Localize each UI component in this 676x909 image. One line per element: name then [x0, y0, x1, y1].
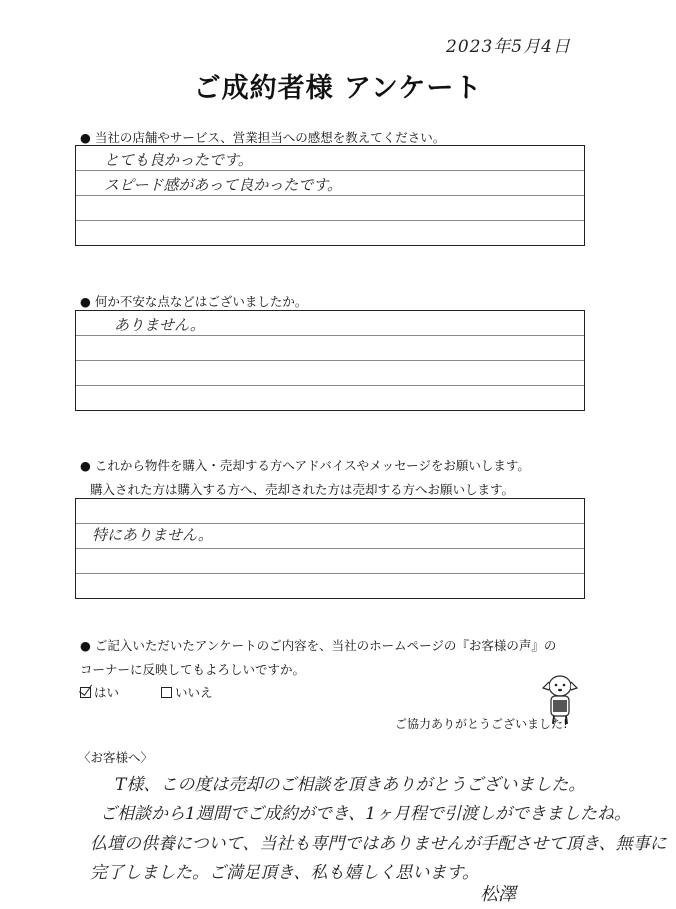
checkbox-checked-icon[interactable]	[80, 687, 91, 698]
answer-1-line-1: とても良かったです。	[104, 151, 253, 169]
bullet-icon: ●	[80, 294, 91, 309]
bullet-icon: ●	[80, 458, 91, 473]
consent-no[interactable]	[161, 683, 213, 701]
bullet-icon: ●	[80, 130, 91, 145]
answer-2-line-1: ありません。	[114, 316, 205, 334]
consent-no-label: いいえ	[175, 685, 213, 700]
answer-box-2[interactable]	[75, 310, 585, 411]
consent-yes[interactable]	[80, 683, 119, 701]
reply-line-3: 仏壇の供養について、当社も専門ではありませんが手配させて頂き、無事に	[90, 834, 667, 854]
question-3	[80, 456, 530, 474]
page-title: ご成約者様 アンケート	[193, 73, 483, 104]
checkbox-empty-icon[interactable]	[161, 687, 172, 698]
reply-line-4: 完了しました。ご満足頂き、私も嬉しく思います。	[90, 863, 479, 883]
question-4-text: ご記入いただいたアンケートのご内容を、当社のホームページの『お客様の声』の	[94, 638, 557, 653]
reply-line-1: T様、この度は売却のご相談を頂きありがとうございました。	[115, 775, 586, 795]
question-3-text: これから物件を購入・売却する方へアドバイスやメッセージをお願いします。	[94, 458, 530, 473]
reply-heading: 〈お客様へ〉	[78, 750, 154, 765]
consent-yes-label: はい	[94, 685, 120, 700]
signature: 松澤	[480, 884, 516, 905]
question-2-text: 何か不安な点などはございましたか。	[94, 294, 308, 309]
answer-3-line-1: 特にありません。	[92, 526, 213, 544]
question-3-subtext: 購入された方は購入する方へ、売却された方は売却する方へお願いします。	[90, 482, 515, 497]
question-1	[80, 128, 445, 146]
question-4	[80, 636, 556, 654]
question-2	[80, 292, 307, 310]
answer-1-line-2: スピード感があって良かったです。	[104, 176, 343, 194]
reply-line-2: ご相談から1週間でご成約ができ、1ヶ月程で引渡しができましたね。	[100, 804, 631, 824]
survey-date: 2023年5月4日	[446, 37, 571, 57]
answer-box-3[interactable]	[75, 498, 585, 599]
question-1-text: 当社の店舗やサービス、営業担当への感想を教えてください。	[94, 130, 446, 145]
thanks-message: ご協力ありがとうございました!	[395, 717, 568, 731]
bullet-icon: ●	[80, 638, 91, 653]
question-4-subtext: コーナーに反映してもよろしいですか。	[80, 662, 306, 677]
answer-box-1[interactable]	[75, 145, 585, 246]
